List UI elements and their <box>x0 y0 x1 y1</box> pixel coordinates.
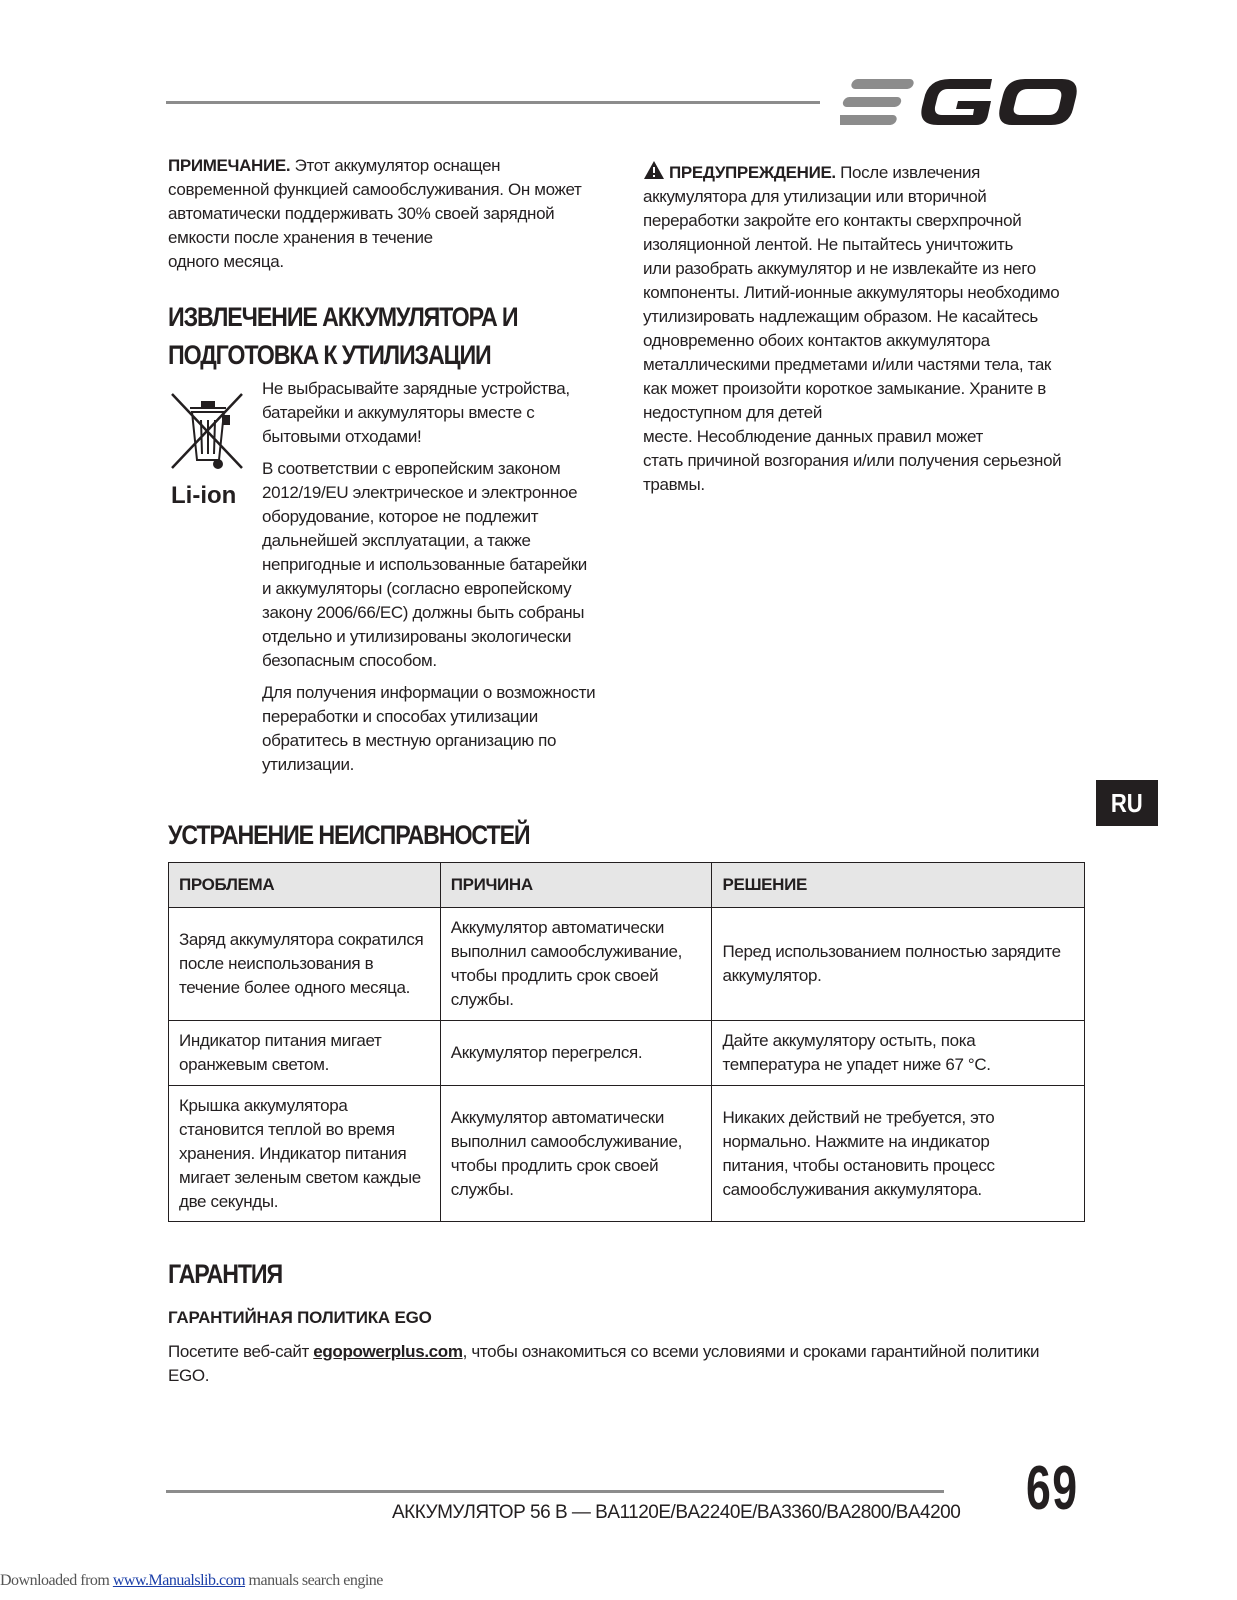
disposal-line: 2012/19/EU электрическое и электронное <box>262 483 578 502</box>
disposal-line: непригодные и использованные батарейки <box>262 555 587 574</box>
note-label: ПРИМЕЧАНИЕ. <box>168 156 291 175</box>
table-cell-cause <box>440 1021 712 1086</box>
cell-line: Дайте аккумулятору остыть, пока <box>722 1031 976 1050</box>
cell-line: температура не упадет ниже 67 °C. <box>722 1055 991 1074</box>
disposal-line: батарейки и аккумуляторы вместе с <box>262 403 535 422</box>
download-suffix: manuals search engine <box>245 1572 383 1589</box>
disposal-heading-line: ПОДГОТОВКА К УТИЛИЗАЦИИ <box>168 340 491 370</box>
table-cell-problem <box>169 1021 441 1086</box>
warning-line: одновременно обоих контактов аккумулятора <box>643 331 990 350</box>
cell-line: питания, чтобы остановить процесс <box>722 1155 995 1175</box>
disposal-line: В соответствии с европейским законом <box>262 459 561 478</box>
warning-paragraph <box>643 160 1083 497</box>
column-header-problem: ПРОБЛЕМА <box>169 863 441 908</box>
table-cell-solution <box>712 1021 1085 1086</box>
page-number: 69 <box>1026 1454 1079 1523</box>
warning-line: После извлечения <box>835 163 980 182</box>
note-line: автоматически поддерживать 30% своей зарядной <box>168 204 555 223</box>
cell-line: течение более одного месяца. <box>179 978 411 997</box>
cell-line: хранения. Индикатор питания <box>179 1143 407 1163</box>
table-row <box>169 1021 1085 1086</box>
note-line: одного месяца. <box>168 252 284 271</box>
cell-line: чтобы продлить срок своей <box>450 1155 659 1175</box>
warranty-text-before: Посетите веб-сайт <box>168 1342 314 1361</box>
table-row <box>169 1086 1085 1222</box>
cell-line: Аккумулятор автоматически <box>450 1107 664 1127</box>
disposal-paragraph <box>262 681 607 777</box>
disposal-line: переработки и способах утилизации <box>262 707 538 726</box>
table-header-row <box>169 863 1085 908</box>
li-ion-label: Li-ion <box>171 482 237 509</box>
cell-line: выполнил самообслуживание, <box>450 942 683 961</box>
cell-line: становится теплой во время <box>179 1119 395 1139</box>
troubleshooting-table <box>168 862 1085 1222</box>
table-cell-solution <box>712 908 1085 1021</box>
table-cell-cause <box>440 1086 712 1222</box>
warranty-subheading: ГАРАНТИЙНАЯ ПОЛИТИКА EGO <box>168 1308 432 1327</box>
disposal-line: закону 2006/66/EC) должны быть собраны <box>262 603 585 622</box>
note-line: емкости после хранения в течение <box>168 228 433 247</box>
disposal-line: оборудование, которое не подлежит <box>262 507 539 526</box>
warning-triangle-icon <box>643 160 665 180</box>
header-rule <box>166 101 820 104</box>
disposal-line: обратитесь в местную организацию по <box>262 731 557 750</box>
download-note <box>0 1572 383 1590</box>
warning-line: травмы. <box>643 475 705 494</box>
download-prefix: Downloaded from <box>0 1572 113 1589</box>
warranty-heading: ГАРАНТИЯ <box>168 1259 283 1289</box>
warning-line: изоляционной лентой. Не пытайтесь уничтожить <box>643 235 1013 254</box>
disposal-line: дальнейшей эксплуатации, а также <box>262 531 531 550</box>
disposal-line: бытовыми отходами! <box>262 427 422 446</box>
table-cell-solution <box>712 1086 1085 1222</box>
disposal-line: Не выбрасывайте зарядные устройства, <box>262 379 570 398</box>
warning-line: месте. Несоблюдение данных правил может <box>643 427 983 446</box>
warranty-text <box>168 1340 1088 1388</box>
cell-line: службы. <box>450 990 514 1009</box>
disposal-line: и аккумуляторы (согласно европейскому <box>262 579 572 598</box>
cell-line: Заряд аккумулятора сократился <box>179 930 424 949</box>
disposal-line: утилизации. <box>262 755 355 774</box>
table-cell-problem <box>169 908 441 1021</box>
language-tab-label: RU <box>1111 787 1143 818</box>
warning-line: утилизировать надлежащим образом. Не касайтесь <box>643 307 1038 326</box>
disposal-paragraph <box>262 377 607 449</box>
column-header-solution: РЕШЕНИЕ <box>712 863 1085 908</box>
cell-line: Перед использованием полностью зарядите <box>722 942 1061 961</box>
cell-line: чтобы продлить срок своей <box>450 966 659 985</box>
warning-line: компоненты. Литий-ионные аккумуляторы необходимо <box>643 283 1060 302</box>
cell-line: Индикатор питания мигает <box>179 1031 382 1050</box>
disposal-text <box>262 377 607 785</box>
disposal-line: Для получения информации о возможности <box>262 683 596 702</box>
note-line: современной функцией самообслуживания. Он может <box>168 180 582 199</box>
footer-title: АККУМУЛЯТОР 56 В — BA1120E/BA2240E/BA3360/BA2800/BA4200 <box>392 1502 961 1523</box>
warning-line: стать причиной возгорания и/или получения серьезной <box>643 451 1062 470</box>
warning-line: металлическими предметами и/или частями тела, так <box>643 355 1052 374</box>
table-row <box>169 908 1085 1021</box>
cell-line: оранжевым светом. <box>179 1055 329 1074</box>
cell-line: выполнил самообслуживание, <box>450 1131 683 1151</box>
table-cell-cause <box>440 908 712 1021</box>
note-paragraph <box>168 154 588 274</box>
cell-line: Аккумулятор перегрелся. <box>450 1043 643 1062</box>
disposal-line: отдельно и утилизированы экологически <box>262 627 572 646</box>
warranty-link[interactable]: egopowerplus.com <box>313 1342 463 1361</box>
disposal-line: безопасным способом. <box>262 651 437 670</box>
cell-line: Никаких действий не требуется, это <box>722 1107 995 1127</box>
footer-rule <box>166 1490 944 1493</box>
ego-logo-icon <box>840 74 1085 134</box>
warning-line: недоступном для детей <box>643 403 823 422</box>
cell-line: Крышка аккумулятора <box>179 1095 348 1115</box>
cell-line: мигает зеленым светом каждые <box>179 1167 421 1187</box>
cell-line: две секунды. <box>179 1191 279 1211</box>
cell-line: службы. <box>450 1179 514 1199</box>
crossed-bin-icon <box>168 390 248 490</box>
note-line: Этот аккумулятор оснащен <box>290 156 501 175</box>
cell-line: Аккумулятор автоматически <box>450 918 664 937</box>
column-header-cause: ПРИЧИНА <box>440 863 712 908</box>
warranty-text-after: , чтобы ознакомиться со всеми условиями и сроками гарантийной политики <box>462 1342 1040 1361</box>
cell-line: после неиспользования в <box>179 954 374 973</box>
table-cell-problem <box>169 1086 441 1222</box>
warranty-text-line2: EGO. <box>168 1366 210 1385</box>
warning-line: как может произойти короткое замыкание. Храните в <box>643 379 1046 398</box>
ego-logo <box>840 74 1085 134</box>
language-tab <box>1096 780 1158 826</box>
disposal-heading <box>168 298 518 374</box>
troubleshooting-heading: УСТРАНЕНИЕ НЕИСПРАВНОСТЕЙ <box>168 820 530 850</box>
warning-label: ПРЕДУПРЕЖДЕНИЕ. <box>669 163 836 182</box>
cell-line: нормально. Нажмите на индикатор <box>722 1131 990 1151</box>
warning-line: или разобрать аккумулятор и не извлекайте из него <box>643 259 1036 278</box>
disposal-paragraph <box>262 457 607 673</box>
cell-line: самообслуживания аккумулятора. <box>722 1179 982 1199</box>
manualslib-link[interactable]: www.Manualslib.com <box>112 1572 246 1589</box>
cell-line: аккумулятор. <box>722 966 822 985</box>
warning-line: аккумулятора для утилизации или вторичной <box>643 187 987 206</box>
disposal-heading-line: ИЗВЛЕЧЕНИЕ АККУМУЛЯТОРА И <box>168 302 518 332</box>
warning-line: переработки закройте его контакты сверхпрочной <box>643 211 1022 230</box>
